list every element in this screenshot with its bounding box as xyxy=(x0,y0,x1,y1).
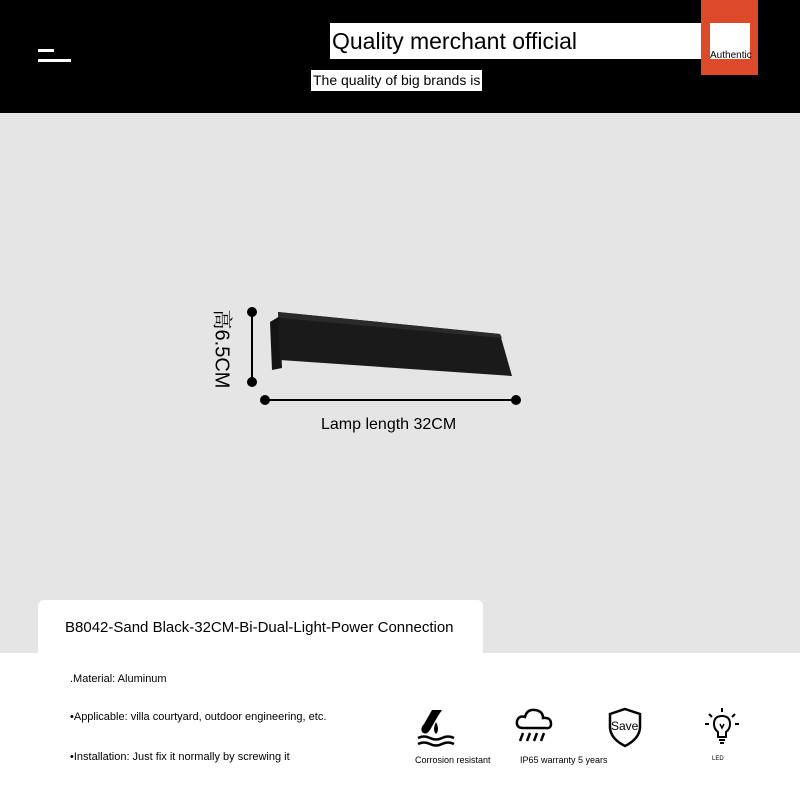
banner-subtitle: The quality of big brands is xyxy=(311,70,482,91)
length-dimension-label: Lamp length 32CM xyxy=(321,416,457,433)
spec-installation: •Installation: Just fix it normally by screwing it xyxy=(70,751,290,763)
variant-name: B8042-Sand Black-32CM-Bi-Dual-Light-Power Connection xyxy=(65,619,454,636)
spec-material: .Material: Aluminum xyxy=(70,673,167,685)
led-bulb-icon xyxy=(703,706,741,750)
rain-cloud-icon xyxy=(513,706,555,746)
save-label: Save xyxy=(611,719,639,733)
banner-title: Quality merchant official xyxy=(330,23,750,59)
lamp-product-image xyxy=(200,290,540,410)
led-label: LED xyxy=(712,756,724,762)
badge-text: Authentic xyxy=(710,50,752,61)
height-dimension-label: 高6.5CM xyxy=(210,309,233,389)
corrosion-label: Corrosion resistant xyxy=(415,755,491,765)
ip65-label: IP65 warranty 5 years xyxy=(520,755,608,765)
menu-icon[interactable] xyxy=(38,49,72,65)
corrosion-icon xyxy=(414,706,458,750)
spec-applicable: •Applicable: villa courtyard, outdoor engineering, etc. xyxy=(70,711,327,723)
